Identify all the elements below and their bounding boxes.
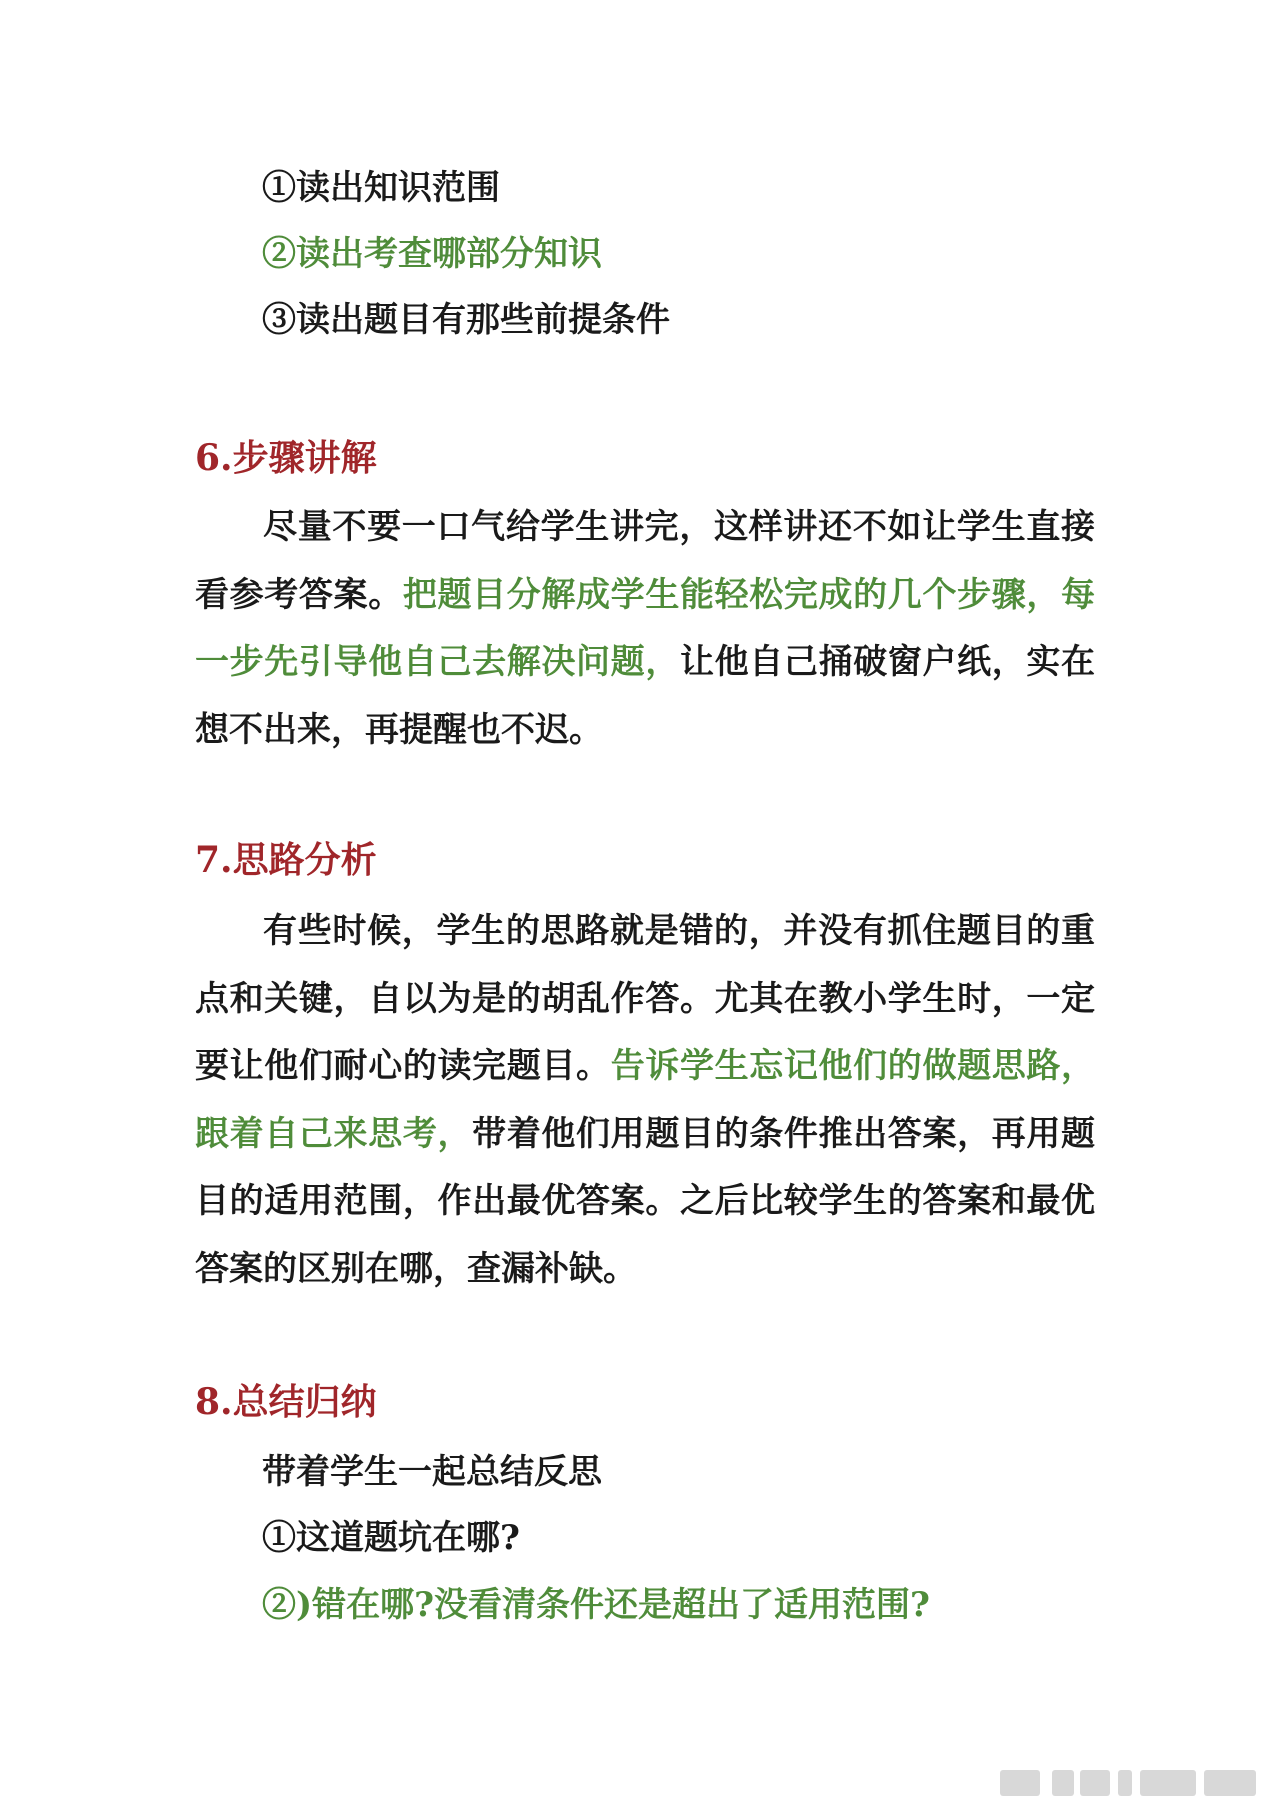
list-item-knowledge-scope: ①读出知识范围 <box>262 168 500 208</box>
text-thinking-highlight: 告诉学生忘记他们的做题思路，跟着自己来思考， <box>195 1046 1096 1154</box>
text-step-intro: 尽量不要一口气给学生讲完，这样讲还不如让学生直接看参考答案。 <box>195 507 1095 615</box>
list-item-preconditions: ③读出题目有那些前提条件 <box>262 300 670 340</box>
summary-intro: 带着学生一起总结反思 <box>262 1452 602 1492</box>
paragraph-step-explanation <box>195 494 1095 764</box>
text-thinking-intro: 有些时候，学生的思路就是错的，并没有抓住题目的重点和关键，自以为是的胡乱作答。尤其在教小学生时，一定要让他们耐心的读完题目。 <box>195 911 1095 1086</box>
text-thinking-ending: 带着他们用题目的条件推出答案，再用题目的适用范围，作出最优答案。之后比较学生的答案和最优答案的区别在哪，查漏补缺。 <box>195 1113 1096 1289</box>
text-step-highlight: 把题目分解成学生能轻松完成的几个步骤，每一步先引导他自己去解决问题， <box>195 574 1096 682</box>
text-step-ending: 让他自己捅破窗户纸，实在想不出来，再提醒也不迟。 <box>195 642 1096 750</box>
paragraph-thinking-analysis <box>195 898 1095 1303</box>
list-item-mistake: ②)错在哪?没看清条件还是超出了适用范围? <box>262 1585 930 1625</box>
heading-thinking-analysis: 7.思路分析 <box>195 839 377 881</box>
list-item-knowledge-tested: ②读出考查哪部分知识 <box>262 234 602 274</box>
list-item-pitfall: ①这道题坑在哪? <box>262 1518 520 1558</box>
watermark-bar <box>1000 1770 1270 1798</box>
heading-step-explanation: 6.步骤讲解 <box>195 437 377 479</box>
heading-summary: 8.总结归纳 <box>195 1381 377 1423</box>
